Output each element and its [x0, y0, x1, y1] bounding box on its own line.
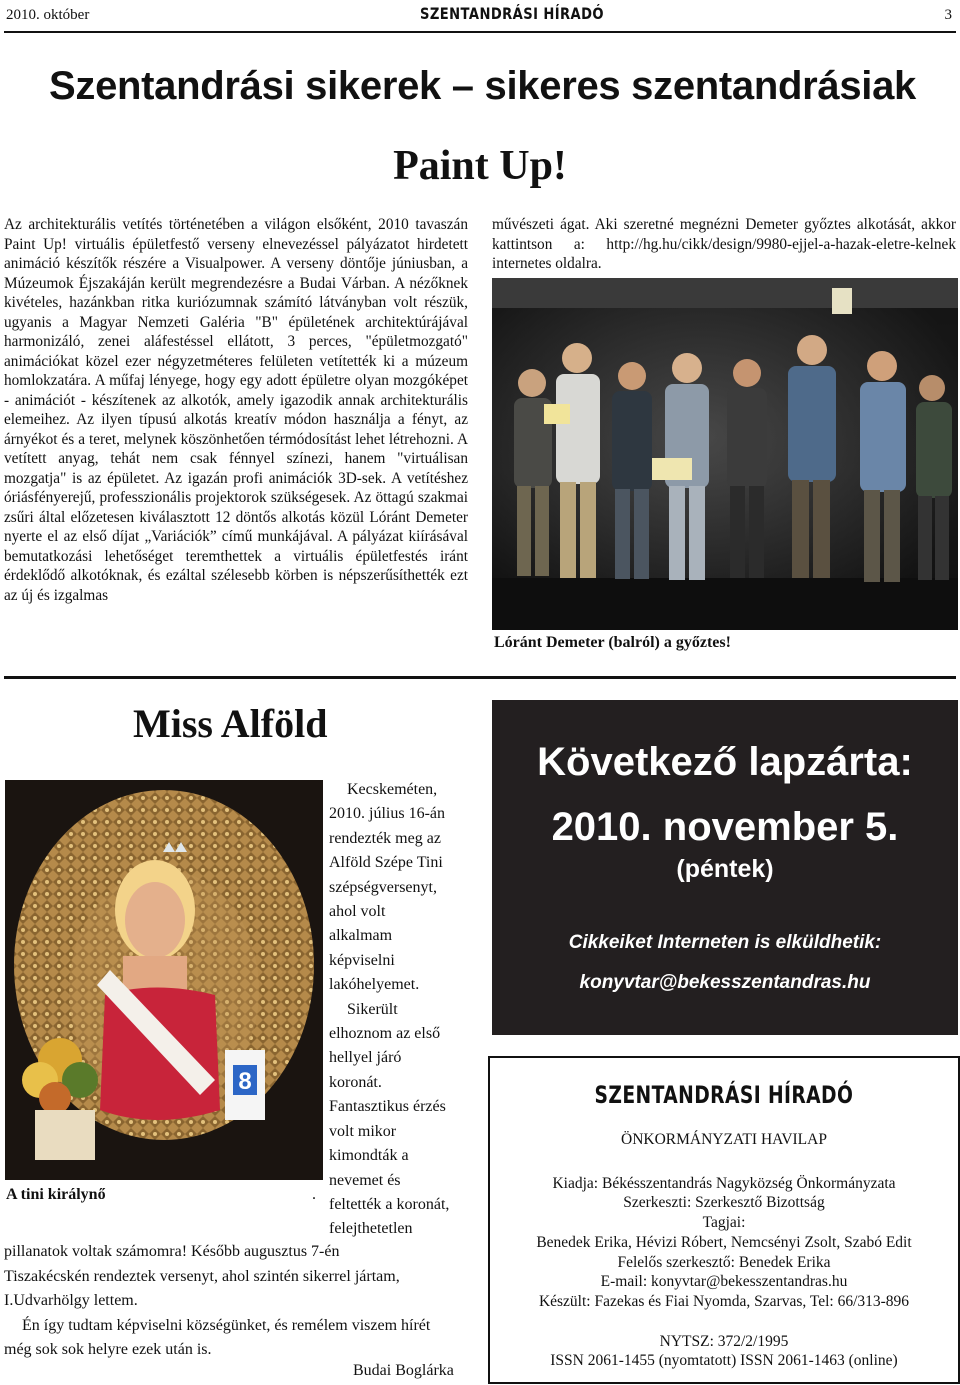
text-line: Én így tudtam képviselni községünket, és remélem viszem hírét — [22, 1316, 431, 1334]
text-line: Sikerült — [347, 1000, 398, 1018]
text-line: Fantasztikus érzés — [329, 1098, 446, 1116]
paint-up-article-body — [4, 215, 468, 605]
deadline-day: (péntek) — [676, 855, 774, 883]
text-line: Tiszakécskén rendeztek versenyt, ahol szintén sikerrel jártam, — [4, 1267, 400, 1285]
text-line: alkalmam — [329, 927, 393, 945]
imprint-printer: Készült: Fazekas és Fiai Nyomda, Szarvas, Tel: 66/313-896 — [538, 1292, 910, 1310]
imprint-members-label: Tagjai: — [702, 1214, 746, 1232]
article-author: Budai Boglárka — [353, 1362, 454, 1379]
paint-up-photo-caption: Lóránt Demeter (balról) a győztes! — [494, 634, 731, 651]
text-line: 2010. július 16-án — [329, 805, 445, 823]
text-line: képviselni — [329, 951, 395, 969]
paint-up-winners-photo — [492, 278, 958, 630]
miss-alfold-photo — [5, 780, 323, 1180]
deadline-email: konyvtar@bekesszentandras.hu — [579, 972, 871, 993]
imprint-masthead-text: SZENTANDRÁSI HÍRADÓ — [594, 1081, 854, 1109]
text-line: rendezték meg az — [329, 829, 441, 847]
text-line: lakóhelyemet. — [329, 976, 420, 994]
article-title-paint-up: Paint Up! — [393, 143, 567, 189]
miss-alfold-bottom-text — [4, 1240, 469, 1363]
page-title: Szentandrási sikerek – sikeres szentandrásiak — [48, 64, 916, 108]
imprint-spacer — [490, 1150, 958, 1174]
header-masthead: SZENTANDRÁSI HÍRADÓ — [420, 4, 604, 23]
text-line: kimondták a — [329, 1147, 409, 1165]
imprint-responsible: Felelős szerkesztő: Benedek Erika — [617, 1253, 831, 1271]
caption-dot: . — [312, 1186, 316, 1203]
imprint-members: Benedek Erika, Hévizi Róbert, Nemcsényi Zsolt, Szabó Edit — [536, 1233, 912, 1251]
text-line: nevemet és — [329, 1171, 401, 1189]
paint-up-paragraph-continued: művészeti ágat. Aki szeretné megnézni Demeter győztes alkotását, akkor kattintson a: http://hg.hu/cikk/design/9980-ejjel-a-hazak-eletre-kelnek internetes oldalra. — [492, 216, 956, 272]
imprint-subtitle: ÖNKORMÁNYZATI HAVILAP — [621, 1131, 827, 1148]
deadline-box — [492, 700, 958, 1035]
imprint-issn: ISSN 2061-1455 (nyomtatott) ISSN 2061-1463 (online) — [550, 1352, 898, 1370]
text-line: Alföld Szépe Tini — [329, 854, 443, 872]
text-line: feltették a koronát, — [329, 1195, 450, 1213]
sash-number: 8 — [238, 1068, 252, 1095]
imprint-editor: Szerkeszti: Szerkesztő Bizottság — [623, 1194, 825, 1212]
imprint-publisher: Kiadja: Békésszentandrás Nagyközség Önkormányzata — [552, 1174, 896, 1192]
deadline-note: Cikkeiket Interneten is elküldhetik: — [568, 932, 882, 953]
deadline-date: 2010. november 5. — [551, 805, 899, 849]
section-divider — [4, 676, 956, 679]
deadline-title: Következő lapzárta: — [537, 740, 913, 784]
text-line: még sok sok helyre ezek után is. — [4, 1341, 212, 1359]
text-line: Kecskeméten, — [347, 781, 438, 798]
text-line: szépségversenyt, — [329, 878, 437, 896]
text-line: elhoznom az első — [329, 1025, 441, 1043]
miss-alfold-column-text — [329, 778, 469, 1242]
text-line: pillanatok voltak számomra! Később augusztus 7-én — [4, 1243, 340, 1260]
header-date: 2010. október — [6, 7, 90, 23]
text-line: hellyel járó — [329, 1049, 402, 1067]
text-line: koronát. — [329, 1073, 382, 1091]
header-rule — [4, 31, 956, 33]
imprint-nytsz: NYTSZ: 372/2/1995 — [659, 1332, 789, 1350]
imprint-masthead — [490, 1081, 958, 1109]
imprint-spacer — [490, 1312, 958, 1332]
miss-alfold-photo-caption: A tini királynő — [6, 1186, 106, 1203]
imprint-box — [488, 1056, 960, 1384]
text-line: volt mikor — [329, 1122, 397, 1140]
text-line: felejthetetlen — [329, 1220, 413, 1238]
paint-up-paragraph: Az architekturális vetítés történetében a világon elsőként, 2010 tavaszán Paint Up! virtuális épületfestő verseny elnevezéssel pályázatot hirdetett animáció készítők részére a Visualpower. A verseny döntője júniusban, a Múzeumok Éjszakáján került megrendezésre a Budai Várban. A nézőknek kivételes, hazánkban ritka kuriózumnak számító látványban volt részük, ugyanis a Magyar Nemzeti Galéria "B" épületének architektúrájával harmonizáló, zenei aláfestéssel ellátott, 3 perces, "épületmozgató" animációkat közel ezer négyzetméteres felületen vetítették ki a múzeum homlokzatára. A műfaj lényege, hogy egy adott épületre olyan mozgóképet - animációt - készítenek az alkotók, amely igazodik annak architekturális elemeihez. Az ilyen típusú alkotás kreatív módon használja a fényt, az árnyékot és a teret, melynek köszönhetően térmódosítást lehet létrehozni. A vetített anyag, tehát nem csak fénnyel színezi, hanem "virtuálisan mozgatja" is az épületet. Az igazán profi animációk 3D-sek. A vetítéshez óriásfényerejű, professzionális projektorok szükségesek. Az öttagú szakmai zsűri által előzetesen kiválasztott 12 döntős alkotás közül Lóránt Demeter nyerte el az első díjat „Variációk” című munkájával. A pályázat kiírásával bemutatkozási lehetőséget teremthettek a virtuális épületfestés iránt érdeklődő alkotóknak, és ezáltal szélesebb körben is népszerűsíthették ezt az új és izgalmas — [4, 216, 468, 604]
text-line: I.Udvarhölgy lettem. — [4, 1292, 138, 1310]
imprint-lines — [490, 1130, 958, 1371]
paint-up-article-continued — [492, 215, 956, 274]
article-title-miss-alfold: Miss Alföld — [133, 701, 328, 746]
imprint-email: E-mail: konyvtar@bekesszentandras.hu — [600, 1273, 848, 1291]
page-number: 3 — [944, 7, 952, 23]
text-line: ahol volt — [329, 903, 386, 921]
